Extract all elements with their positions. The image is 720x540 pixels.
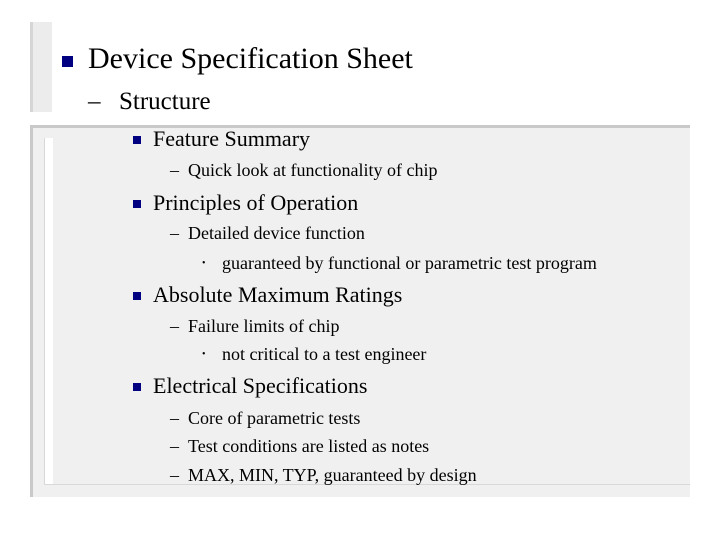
section-heading: Feature Summary — [153, 126, 311, 151]
panel-left-rule — [30, 125, 33, 497]
square-bullet-icon — [62, 56, 73, 67]
title-frame-line — [30, 22, 33, 112]
list-item: Detailed device function — [188, 223, 365, 243]
list-item: Failure limits of chip — [188, 316, 340, 336]
slide-subtitle: Structure — [119, 88, 211, 115]
square-bullet-icon — [133, 200, 141, 208]
list-item: Core of parametric tests — [188, 408, 361, 428]
dash-bullet: – — [170, 316, 179, 336]
dash-bullet: – — [170, 160, 179, 180]
section-heading: Absolute Maximum Ratings — [153, 282, 403, 307]
dot-bullet: • — [202, 349, 206, 360]
list-item: Quick look at functionality of chip — [188, 160, 438, 180]
dot-bullet: • — [202, 258, 206, 269]
list-item: MAX, MIN, TYP, guaranteed by design — [188, 465, 477, 485]
panel-top-rule — [30, 125, 690, 128]
slide-title: Device Specification Sheet — [88, 42, 413, 75]
list-subitem: guaranteed by functional or parametric test program — [222, 253, 597, 273]
dash-bullet: – — [170, 465, 179, 485]
section-heading: Electrical Specifications — [153, 373, 368, 398]
list-subitem: not critical to a test engineer — [222, 344, 427, 364]
list-item: Test conditions are listed as notes — [188, 436, 430, 456]
square-bullet-icon — [133, 383, 141, 391]
dash-bullet: – — [170, 408, 179, 428]
section-heading: Principles of Operation — [153, 190, 359, 215]
title-frame-bar — [30, 22, 52, 112]
dash-bullet: – — [88, 88, 101, 115]
panel-inner-bar — [44, 138, 53, 485]
dash-bullet: – — [170, 436, 179, 456]
square-bullet-icon — [133, 136, 141, 144]
square-bullet-icon — [133, 292, 141, 300]
dash-bullet: – — [170, 223, 179, 243]
